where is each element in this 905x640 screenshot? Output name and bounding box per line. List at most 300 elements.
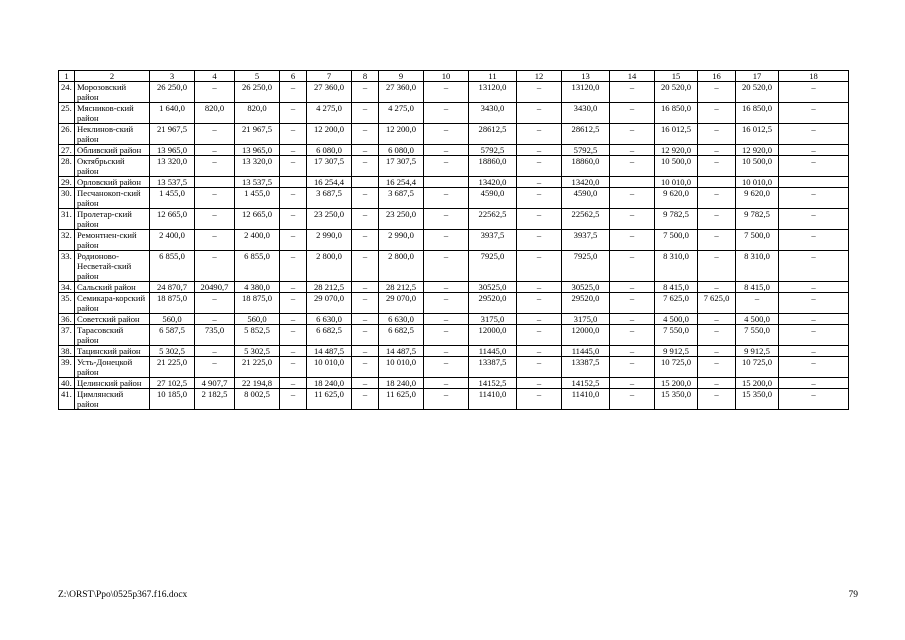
value-cell: 18 875,0: [235, 293, 280, 314]
column-number-cell: 18: [779, 71, 849, 82]
value-cell: –: [424, 357, 469, 378]
value-cell: 13120,0: [562, 82, 610, 103]
value-cell: 28612,5: [469, 124, 517, 145]
value-cell: –: [517, 103, 562, 124]
value-cell: –: [280, 209, 307, 230]
value-cell: 7925,0: [562, 251, 610, 282]
value-cell: 8 002,5: [235, 389, 280, 410]
value-cell: 11410,0: [562, 389, 610, 410]
value-cell: 24 870,7: [150, 282, 195, 293]
value-cell: –: [424, 145, 469, 156]
district-name-cell: Обливский район: [75, 145, 150, 156]
value-cell: 7 625,0: [655, 293, 698, 314]
value-cell: –: [610, 314, 655, 325]
value-cell: 2 800,0: [379, 251, 424, 282]
value-cell: 18 240,0: [379, 378, 424, 389]
value-cell: –: [610, 145, 655, 156]
value-cell: –: [698, 82, 736, 103]
value-cell: 1 455,0: [150, 188, 195, 209]
value-cell: 13420,0: [469, 177, 517, 188]
value-cell: 21 225,0: [235, 357, 280, 378]
value-cell: –: [779, 293, 849, 314]
value-cell: 10 185,0: [150, 389, 195, 410]
value-cell: –: [517, 346, 562, 357]
column-number-cell: 5: [235, 71, 280, 82]
value-cell: –: [517, 188, 562, 209]
value-cell: 2 182,5: [195, 389, 235, 410]
value-cell: 16 850,0: [736, 103, 779, 124]
table-row: [59, 188, 849, 209]
value-cell: –: [280, 251, 307, 282]
value-cell: 12 665,0: [235, 209, 280, 230]
value-cell: –: [517, 82, 562, 103]
row-number-cell: 35.: [59, 293, 75, 314]
value-cell: –: [280, 188, 307, 209]
value-cell: 7 625,0: [698, 293, 736, 314]
value-cell: 4 275,0: [379, 103, 424, 124]
value-cell: 10 010,0: [655, 177, 698, 188]
value-cell: –: [195, 156, 235, 177]
value-cell: 5 302,5: [235, 346, 280, 357]
value-cell: –: [517, 389, 562, 410]
value-cell: –: [517, 293, 562, 314]
value-cell: 6 587,5: [150, 325, 195, 346]
value-cell: 8 310,0: [736, 251, 779, 282]
row-number-cell: 40.: [59, 378, 75, 389]
value-cell: 17 307,5: [307, 156, 352, 177]
column-number-cell: 1: [59, 71, 75, 82]
value-cell: [352, 177, 379, 188]
value-cell: –: [280, 156, 307, 177]
value-cell: –: [352, 357, 379, 378]
district-name-cell: Родионово-Несветай-ский район: [75, 251, 150, 282]
value-cell: 7925,0: [469, 251, 517, 282]
value-cell: –: [352, 103, 379, 124]
value-cell: 13 965,0: [235, 145, 280, 156]
value-cell: 10 725,0: [655, 357, 698, 378]
row-number-cell: 41.: [59, 389, 75, 410]
column-number-cell: 7: [307, 71, 352, 82]
value-cell: –: [424, 378, 469, 389]
value-cell: [424, 177, 469, 188]
value-cell: 5 302,5: [150, 346, 195, 357]
value-cell: 4 907,7: [195, 378, 235, 389]
table-row: [59, 251, 849, 282]
value-cell: 8 415,0: [655, 282, 698, 293]
value-cell: –: [698, 251, 736, 282]
value-cell: 6 682,5: [307, 325, 352, 346]
value-cell: –: [424, 82, 469, 103]
value-cell: –: [610, 103, 655, 124]
value-cell: 22 194,8: [235, 378, 280, 389]
value-cell: –: [352, 145, 379, 156]
value-cell: 26 250,0: [235, 82, 280, 103]
value-cell: 6 630,0: [379, 314, 424, 325]
value-cell: –: [610, 82, 655, 103]
district-name-cell: Семикара-корский район: [75, 293, 150, 314]
value-cell: 4590,0: [469, 188, 517, 209]
value-cell: –: [698, 357, 736, 378]
value-cell: 22562,5: [562, 209, 610, 230]
district-name-cell: Ремонтнен-ский район: [75, 230, 150, 251]
table-row: [59, 282, 849, 293]
value-cell: 13 537,5: [150, 177, 195, 188]
value-cell: 11410,0: [469, 389, 517, 410]
value-cell: –: [280, 230, 307, 251]
column-number-cell: 10: [424, 71, 469, 82]
district-name-cell: Целинский район: [75, 378, 150, 389]
value-cell: 6 080,0: [379, 145, 424, 156]
district-name-cell: Песчанокоп-ский район: [75, 188, 150, 209]
value-cell: 15 350,0: [655, 389, 698, 410]
value-cell: –: [779, 251, 849, 282]
value-cell: –: [610, 230, 655, 251]
value-cell: 18860,0: [469, 156, 517, 177]
value-cell: 2 990,0: [379, 230, 424, 251]
value-cell: 13 537,5: [235, 177, 280, 188]
value-cell: –: [517, 251, 562, 282]
column-number-row: [59, 71, 849, 82]
column-number-cell: 6: [280, 71, 307, 82]
value-cell: 3 687,5: [307, 188, 352, 209]
value-cell: –: [698, 314, 736, 325]
page-number: 79: [848, 590, 858, 600]
value-cell: 1 640,0: [150, 103, 195, 124]
value-cell: 10 725,0: [736, 357, 779, 378]
row-number-cell: 28.: [59, 156, 75, 177]
value-cell: –: [352, 378, 379, 389]
row-number-cell: 25.: [59, 103, 75, 124]
value-cell: –: [352, 156, 379, 177]
value-cell: –: [698, 124, 736, 145]
value-cell: –: [610, 325, 655, 346]
budget-table: [58, 70, 849, 410]
value-cell: 3937,5: [562, 230, 610, 251]
value-cell: [698, 177, 736, 188]
value-cell: –: [610, 124, 655, 145]
value-cell: 12000,0: [469, 325, 517, 346]
value-cell: –: [280, 82, 307, 103]
value-cell: –: [779, 230, 849, 251]
value-cell: –: [779, 378, 849, 389]
row-number-cell: 24.: [59, 82, 75, 103]
value-cell: –: [779, 145, 849, 156]
district-name-cell: Мясников-ский район: [75, 103, 150, 124]
value-cell: 15 350,0: [736, 389, 779, 410]
value-cell: –: [280, 314, 307, 325]
value-cell: 820,0: [235, 103, 280, 124]
row-number-cell: 38.: [59, 346, 75, 357]
value-cell: 30525,0: [469, 282, 517, 293]
value-cell: –: [610, 346, 655, 357]
value-cell: 14 487,5: [307, 346, 352, 357]
value-cell: 15 200,0: [655, 378, 698, 389]
value-cell: –: [517, 378, 562, 389]
value-cell: 13120,0: [469, 82, 517, 103]
value-cell: 9 620,0: [655, 188, 698, 209]
value-cell: –: [517, 209, 562, 230]
value-cell: –: [280, 378, 307, 389]
value-cell: –: [698, 282, 736, 293]
value-cell: –: [280, 293, 307, 314]
value-cell: –: [779, 209, 849, 230]
district-name-cell: Октябрьский район: [75, 156, 150, 177]
value-cell: 560,0: [150, 314, 195, 325]
value-cell: 29 070,0: [379, 293, 424, 314]
value-cell: –: [698, 230, 736, 251]
value-cell: 18 875,0: [150, 293, 195, 314]
value-cell: 16 254,4: [307, 177, 352, 188]
value-cell: –: [424, 282, 469, 293]
value-cell: –: [517, 124, 562, 145]
column-number-cell: 8: [352, 71, 379, 82]
district-name-cell: Цимлянский район: [75, 389, 150, 410]
value-cell: –: [424, 156, 469, 177]
value-cell: –: [779, 357, 849, 378]
value-cell: 14152,5: [562, 378, 610, 389]
value-cell: –: [352, 230, 379, 251]
value-cell: –: [779, 156, 849, 177]
value-cell: –: [517, 282, 562, 293]
value-cell: 735,0: [195, 325, 235, 346]
row-number-cell: 26.: [59, 124, 75, 145]
value-cell: –: [280, 145, 307, 156]
value-cell: 12 200,0: [307, 124, 352, 145]
value-cell: –: [352, 82, 379, 103]
value-cell: –: [610, 389, 655, 410]
value-cell: 23 250,0: [307, 209, 352, 230]
column-number-cell: 11: [469, 71, 517, 82]
value-cell: –: [424, 209, 469, 230]
value-cell: –: [280, 346, 307, 357]
value-cell: –: [195, 346, 235, 357]
value-cell: –: [698, 103, 736, 124]
value-cell: 4590,0: [562, 188, 610, 209]
value-cell: 10 500,0: [655, 156, 698, 177]
value-cell: –: [698, 378, 736, 389]
value-cell: –: [280, 325, 307, 346]
value-cell: 4 500,0: [655, 314, 698, 325]
table-row: [59, 389, 849, 410]
column-number-cell: 16: [698, 71, 736, 82]
value-cell: 1 455,0: [235, 188, 280, 209]
value-cell: 15 200,0: [736, 378, 779, 389]
value-cell: 10 500,0: [736, 156, 779, 177]
value-cell: 13 965,0: [150, 145, 195, 156]
value-cell: –: [195, 314, 235, 325]
value-cell: –: [280, 357, 307, 378]
value-cell: –: [779, 124, 849, 145]
value-cell: –: [195, 251, 235, 282]
value-cell: 8 415,0: [736, 282, 779, 293]
value-cell: 9 912,5: [736, 346, 779, 357]
value-cell: –: [610, 282, 655, 293]
document-file-path: Z:\ORST\Ppo\0525p367.f16.docx: [58, 590, 188, 600]
value-cell: 23 250,0: [379, 209, 424, 230]
table-row: [59, 230, 849, 251]
value-cell: 18860,0: [562, 156, 610, 177]
value-cell: 13 320,0: [150, 156, 195, 177]
value-cell: –: [517, 145, 562, 156]
value-cell: –: [352, 124, 379, 145]
table-row: [59, 156, 849, 177]
value-cell: –: [610, 251, 655, 282]
value-cell: 28 212,5: [379, 282, 424, 293]
value-cell: 2 800,0: [307, 251, 352, 282]
value-cell: 12000,0: [562, 325, 610, 346]
value-cell: –: [195, 145, 235, 156]
column-number-cell: 14: [610, 71, 655, 82]
value-cell: –: [352, 251, 379, 282]
value-cell: 14 487,5: [379, 346, 424, 357]
value-cell: –: [195, 293, 235, 314]
value-cell: –: [424, 325, 469, 346]
value-cell: 4 380,0: [235, 282, 280, 293]
row-number-cell: 36.: [59, 314, 75, 325]
value-cell: 14152,5: [469, 378, 517, 389]
row-number-cell: 29.: [59, 177, 75, 188]
value-cell: –: [517, 230, 562, 251]
value-cell: –: [195, 124, 235, 145]
value-cell: 560,0: [235, 314, 280, 325]
value-cell: 4 500,0: [736, 314, 779, 325]
row-number-cell: 30.: [59, 188, 75, 209]
table-row: [59, 293, 849, 314]
table-row: [59, 124, 849, 145]
table-row: [59, 378, 849, 389]
table-row: [59, 145, 849, 156]
value-cell: 13387,5: [562, 357, 610, 378]
value-cell: 2 400,0: [235, 230, 280, 251]
value-cell: –: [280, 103, 307, 124]
district-name-cell: Советский район: [75, 314, 150, 325]
value-cell: –: [424, 103, 469, 124]
column-number-cell: 13: [562, 71, 610, 82]
value-cell: 28612,5: [562, 124, 610, 145]
table-row: [59, 346, 849, 357]
value-cell: –: [352, 209, 379, 230]
value-cell: –: [195, 357, 235, 378]
value-cell: 20 520,0: [655, 82, 698, 103]
table-row: [59, 177, 849, 188]
value-cell: 9 782,5: [736, 209, 779, 230]
value-cell: –: [352, 188, 379, 209]
table-row: [59, 325, 849, 346]
table-row: [59, 357, 849, 378]
value-cell: [610, 177, 655, 188]
value-cell: –: [698, 209, 736, 230]
value-cell: –: [698, 188, 736, 209]
value-cell: –: [517, 357, 562, 378]
value-cell: 820,0: [195, 103, 235, 124]
district-name-cell: Пролетар-ский район: [75, 209, 150, 230]
value-cell: –: [610, 378, 655, 389]
value-cell: 28 212,5: [307, 282, 352, 293]
value-cell: 10 010,0: [379, 357, 424, 378]
value-cell: –: [195, 230, 235, 251]
row-number-cell: 31.: [59, 209, 75, 230]
value-cell: 6 855,0: [235, 251, 280, 282]
value-cell: –: [424, 346, 469, 357]
value-cell: –: [736, 293, 779, 314]
value-cell: 3937,5: [469, 230, 517, 251]
value-cell: 3430,0: [469, 103, 517, 124]
value-cell: 5792,5: [562, 145, 610, 156]
value-cell: 11445,0: [562, 346, 610, 357]
district-name-cell: Орловский район: [75, 177, 150, 188]
value-cell: –: [280, 124, 307, 145]
value-cell: 5792,5: [469, 145, 517, 156]
value-cell: –: [610, 293, 655, 314]
value-cell: 3430,0: [562, 103, 610, 124]
value-cell: 7 500,0: [655, 230, 698, 251]
value-cell: –: [779, 82, 849, 103]
value-cell: 20490,7: [195, 282, 235, 293]
value-cell: 21 967,5: [235, 124, 280, 145]
value-cell: –: [280, 282, 307, 293]
value-cell: –: [352, 389, 379, 410]
value-cell: –: [195, 82, 235, 103]
value-cell: 26 250,0: [150, 82, 195, 103]
column-number-cell: 12: [517, 71, 562, 82]
value-cell: 13420,0: [562, 177, 610, 188]
value-cell: 4 275,0: [307, 103, 352, 124]
row-number-cell: 32.: [59, 230, 75, 251]
value-cell: –: [698, 389, 736, 410]
value-cell: 11445,0: [469, 346, 517, 357]
value-cell: –: [517, 325, 562, 346]
value-cell: 5 852,5: [235, 325, 280, 346]
value-cell: 11 625,0: [379, 389, 424, 410]
column-number-cell: 17: [736, 71, 779, 82]
value-cell: 12 665,0: [150, 209, 195, 230]
district-name-cell: Неклинов-ский район: [75, 124, 150, 145]
value-cell: 12 920,0: [655, 145, 698, 156]
table-row: [59, 209, 849, 230]
row-number-cell: 37.: [59, 325, 75, 346]
value-cell: 10 010,0: [307, 357, 352, 378]
value-cell: 7 550,0: [655, 325, 698, 346]
table-row: [59, 82, 849, 103]
row-number-cell: 39.: [59, 357, 75, 378]
value-cell: –: [424, 188, 469, 209]
value-cell: [195, 177, 235, 188]
value-cell: 9 620,0: [736, 188, 779, 209]
value-cell: 18 240,0: [307, 378, 352, 389]
value-cell: 17 307,5: [379, 156, 424, 177]
value-cell: –: [352, 325, 379, 346]
district-name-cell: Сальский район: [75, 282, 150, 293]
value-cell: 16 012,5: [655, 124, 698, 145]
table-row: [59, 314, 849, 325]
row-number-cell: 27.: [59, 145, 75, 156]
value-cell: 27 360,0: [307, 82, 352, 103]
value-cell: –: [698, 156, 736, 177]
value-cell: 6 682,5: [379, 325, 424, 346]
value-cell: 22562,5: [469, 209, 517, 230]
value-cell: 2 990,0: [307, 230, 352, 251]
value-cell: –: [779, 325, 849, 346]
district-name-cell: Усть-Донецкой район: [75, 357, 150, 378]
value-cell: 3175,0: [562, 314, 610, 325]
value-cell: 16 012,5: [736, 124, 779, 145]
value-cell: 12 200,0: [379, 124, 424, 145]
value-cell: –: [424, 389, 469, 410]
value-cell: 6 080,0: [307, 145, 352, 156]
column-number-cell: 15: [655, 71, 698, 82]
table-row: [59, 103, 849, 124]
value-cell: –: [779, 389, 849, 410]
